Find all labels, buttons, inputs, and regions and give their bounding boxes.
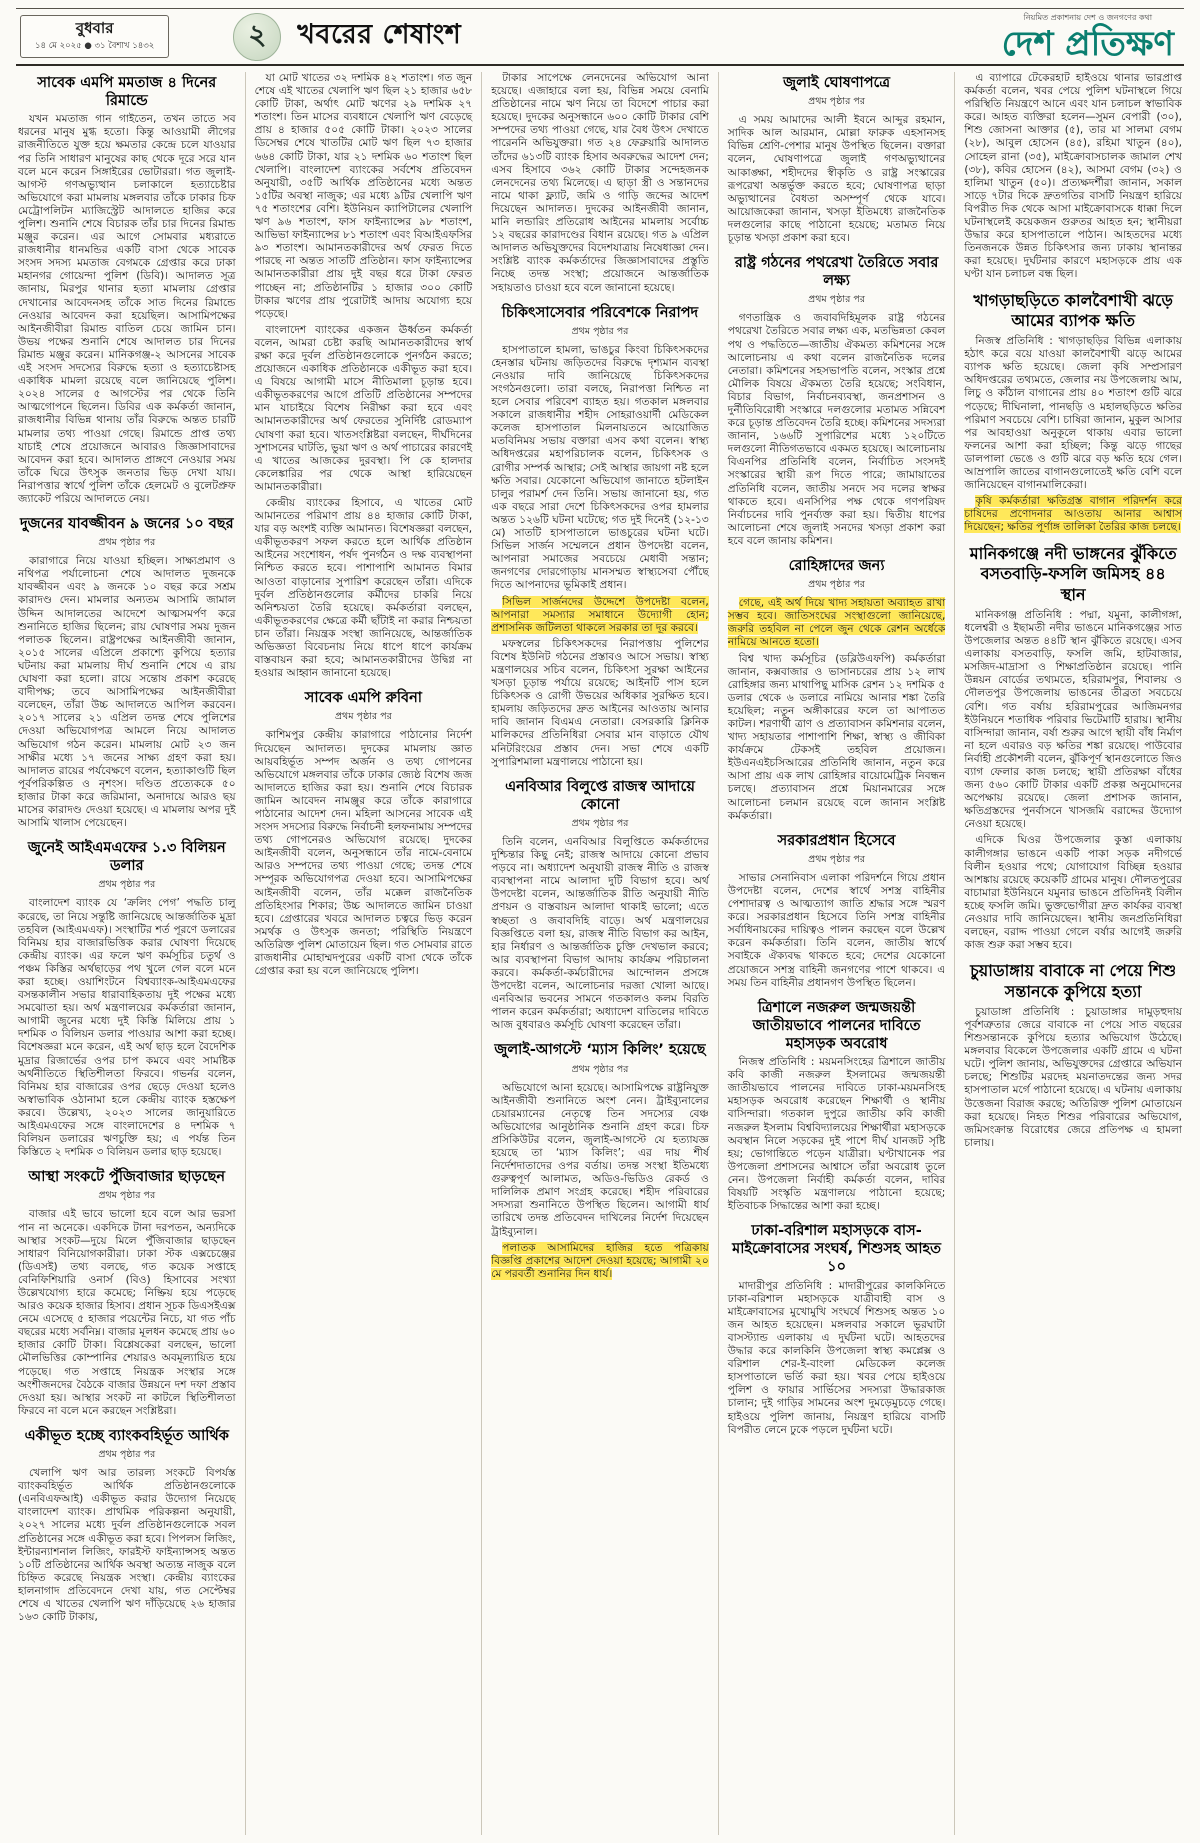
article-headline: চিকিৎসাসেবার পরিবেশকে নিরাপদ	[501, 304, 699, 321]
masthead	[1001, 12, 1180, 64]
continued-from-note: প্রথম পৃষ্ঠার পর	[98, 537, 156, 549]
news-column	[246, 72, 483, 1835]
body-paragraph: যখন মমতাজ গান গাইতেন, তখন তাতে সব ধরনের মানুষ মুগ্ধ হতো। কিন্তু আওয়ামী লীগের রাজনীতিতে যুক্ত হয়ে ক্ষমতার কেন্দ্রে চলে যাওয়ার পর তিনি সাধারণ মানুষের কাছ থেকে দূরে সরে যান বলে মনে করেন সিঙ্গাইরের ভোটাররা। গত জুলাই-আগস্ট গণঅভ্যুত্থান চলাকালে হত্যাচেষ্টার অভিযোগে করা মামলায় মঙ্গলবার তাঁকে ঢাকার চিফ মেট্রোপলিটন ম্যাজিস্ট্রেট আদালতে হাজির করে পুলিশ। শুনানি শেষে বিচারক তাঁর চার দিনের রিমান্ড মঞ্জুর করেন। এর আগে সোমবার মধ্যরাতে রাজধানীর ধানমন্ডির একটি বাসা থেকে সাবেক সংসদ সদস্য মমতাজ বেগমকে গ্রেপ্তার করে ঢাকা মহানগর গোয়েন্দা পুলিশ (ডিবি)। আদালত সূত্র জানায়, মিরপুর থানার হত্যা মামলায় গ্রেপ্তার দেখানোর আবেদনসহ তাঁকে সাত দিনের রিমান্ডে নেওয়ার আবেদন করা হয়েছিল। আসামিপক্ষের আইনজীবীরা রিমান্ড বাতিল চেয়ে জামিন চান। উভয় পক্ষের শুনানি শেষে আদালত চার দিনের রিমান্ড মঞ্জুর করেন। মানিকগঞ্জ-২ আসনের সাবেক এই সংসদ সদস্যের বিরুদ্ধে হত্যা ও হত্যাচেষ্টাসহ একাধিক মামলা রয়েছে বলে জানিয়েছে পুলিশ। ২০২৪ সালের ৫ আগস্টের পর থেকে তিনি আত্মগোপনে ছিলেন। ডিবির এক কর্মকর্তা জানান, রাজধানীর বিভিন্ন থানায় তাঁর বিরুদ্ধে অন্তত চারটি মামলার তথ্য পাওয়া গেছে। রিমান্ডে প্রাপ্ত তথ্য যাচাই শেষে প্রয়োজনে আবারও জিজ্ঞাসাবাদের আবেদন করা হবে। আদালত প্রাঙ্গণে নেওয়ার সময় তাঁকে ঘিরে উৎসুক জনতার ভিড় দেখা যায়। নিরাপত্তার স্বার্থে পুলিশ তাঁকে হেলমেট ও বুলেটপ্রুফ জ্যাকেট পরিয়ে আদালতে নেয়।	[18, 113, 236, 505]
page-number-badge	[233, 13, 281, 61]
continued-from-note: প্রথম পৃষ্ঠার পর	[571, 817, 629, 829]
body-paragraph: কারাগারে নিয়ে যাওয়া হচ্ছিল। সাক্ষ্যপ্রমাণ ও নথিপত্র পর্যালোচনা শেষে আদালত দুজনকে যাবজ্জীবন এবং ৯ জনকে ১০ বছর করে সশ্রম কারাদণ্ড দেন। মামলার অন্যতম আসামি জামাল উদ্দিন আদালতের আদেশে আত্মসমর্পণ করে শুনানিতে হাজির ছিলেন; রায় ঘোষণার সময় দুজন পলাতক ছিলেন। রাষ্ট্রপক্ষের আইনজীবী জানান, ২০১৫ সালের এপ্রিলে প্রকাশ্যে কুপিয়ে হত্যার ঘটনায় করা মামলায় দীর্ঘ শুনানি শেষে এ রায় ঘোষণা করা হলো। রায়ে সন্তোষ প্রকাশ করেছে বাদীপক্ষ; তবে আসামিপক্ষের আইনজীবীরা বলেছেন, তাঁরা উচ্চ আদালতে আপিল করবেন। ২০১৭ সালের ২১ এপ্রিল তদন্ত শেষে পুলিশের দেওয়া অভিযোগপত্র আমলে নিয়ে আদালত অভিযোগ গঠন করেন। মামলায় মোট ২৩ জন সাক্ষীর মধ্যে ১৭ জনের সাক্ষ্য গ্রহণ করা হয়। আদালত রায়ের পর্যবেক্ষণে বলেন, হত্যাকাণ্ডটি ছিল পূর্বপরিকল্পিত ও নৃশংস। দণ্ডিত প্রত্যেককে ৫০ হাজার টাকা করে জরিমানা, অনাদায়ে আরও ছয় মাসের কারাদণ্ড দেওয়া হয়েছে। এ মামলায় অপর দুই আসামি খালাস পেয়েছেন।	[18, 555, 236, 830]
news-column	[719, 72, 956, 1835]
body-paragraph: তিনি বলেন, এনবিআর বিলুপ্তিতে কর্মকর্তাদের দুশ্চিন্তার কিছু নেই; রাজস্ব আদায়ে কোনো প্রভাব পড়বে না। অধ্যাদেশ অনুযায়ী রাজস্ব নীতি ও রাজস্ব ব্যবস্থাপনা নামে আলাদা দুটি বিভাগ হবে। অর্থ উপদেষ্টা বলেন, আন্তর্জাতিক রীতি অনুযায়ী নীতি প্রণয়ন ও বাস্তবায়ন আলাদা থাকাই ভালো; এতে স্বচ্ছতা ও জবাবদিহি বাড়ে। অর্থ মন্ত্রণালয়ের বিজ্ঞপ্তিতে বলা হয়, রাজস্ব নীতি বিভাগ কর আইন, হার নির্ধারণ ও আন্তর্জাতিক চুক্তি দেখভাল করবে; আর ব্যবস্থাপনা বিভাগ আদায় কার্যক্রম পরিচালনা করবে। কর্মকর্তা-কর্মচারীদের আন্দোলন প্রসঙ্গে উপদেষ্টা বলেন, আলোচনার দরজা খোলা আছে। এনবিআর ভবনের সামনে গতকালও কলম বিরতি পালন করেন কর্মকর্তারা; অধ্যাদেশ বাতিলের দাবিতে আজ বুধবারও কর্মসূচি ঘোষণা করেছেন তাঁরা।	[491, 835, 709, 1032]
body-paragraph: অভিযোগে আনা হয়েছে। আসামিপক্ষে রাষ্ট্রনিযুক্ত আইনজীবী শুনানিতে অংশ নেন। ট্রাইব্যুনালের চেয়ারম্যানের নেতৃত্বে তিন সদস্যের বেঞ্চ অভিযোগের আনুষ্ঠানিক শুনানি গ্রহণ করে। চিফ প্রসিকিউটর বলেন, জুলাই-আগস্টে যে হত্যাযজ্ঞ হয়েছে তা ‘ম্যাস কিলিং’; এর দায় শীর্ষ নির্দেশদাতাদের ওপর বর্তায়। তদন্ত সংস্থা ইতিমধ্যে গুরুত্বপূর্ণ আলামত, অডিও-ভিডিও রেকর্ড ও দালিলিক প্রমাণ সংগ্রহ করেছে। শহীদ পরিবারের সদস্যরা শুনানিতে উপস্থিত ছিলেন। আগামী ধার্য তারিখে তদন্ত প্রতিবেদন দাখিলের নির্দেশ দিয়েছেন ট্রাইব্যুনাল।	[491, 1081, 709, 1238]
body-paragraph: সাভার সেনানিবাস এলাকা পরিদর্শনে গিয়ে প্রধান উপদেষ্টা বলেন, দেশের স্বার্থে সশস্ত্র বাহিনীর পেশাদারত্ব ও আত্মত্যাগ জাতি শ্রদ্ধার সঙ্গে স্মরণ করে। সরকারপ্রধান হিসেবে তিনি সশস্ত্র বাহিনীর সর্বাধিনায়কের দায়িত্বও পালন করছেন বলে উল্লেখ করেন কর্মকর্তারা। তিনি বলেন, জাতীয় স্বার্থে সবাইকে ঐক্যবদ্ধ থাকতে হবে; দেশের যেকোনো প্রয়োজনে সশস্ত্র বা‌হিনী জনগণের পাশে থাকবে। এ সময় তিন বাহিনীর প্রধানগণ উপস্থিত ছিলেন।	[727, 871, 946, 989]
article-headline: ত্রিশালে নজরুল জন্মজয়ন্তী জাতীয়ভাবে পালনের দাবিতে মহাসড়ক অবরোধ	[752, 999, 921, 1052]
masthead-tagline: নিয়মিত প্রকাশনায় দেশ ও জনগণের কথা	[1023, 13, 1153, 22]
article-headline: সাবেক এমপি রুবিনা	[304, 690, 422, 707]
body-paragraph: মাদারীপুর প্রতিনিধি : মাদারীপুরের কালকিনিতে ঢাকা-বরিশাল মহাসড়কে যাত্রীবাহী বাস ও মাইক্রোবাসের মুখোমুখি সংঘর্ষে শিশুসহ অন্তত ১০ জন আহত হয়েছেন। মঙ্গলবার সকালে ভূরঘাটা বাসস্ট্যান্ড এলাকায় এ দুর্ঘটনা ঘটে। আহতদের উদ্ধার করে কালকিনি উপজেলা স্বাস্থ্য কমপ্লেক্স ও বরিশাল শের-ই-বাংলা মেডিকেল কলেজ হাসপাতালে ভর্তি করা হয়। খবর পেয়ে হাইওয়ে পুলিশ ও ফায়ার সার্ভিসের সদস্যরা উদ্ধারকাজ চালান; দুই গাড়ির সামনের অংশ দুমড়েমুচড়ে গেছে। হাইওয়ে পুলিশ জানায়, নিয়ন্ত্রণ হারিয়ে বাসটি বিপরীত লেনে ঢুকে পড়লে দুর্ঘটনা ঘটে।	[727, 1279, 946, 1436]
body-paragraph: বাংলাদেশ ব্যাংকের একজন ঊর্ধ্বতন কর্মকর্তা বলেন, আমরা চেষ্টা করছি আমানতকারীদের স্বার্থ রক্ষা করে দুর্বল প্রতিষ্ঠানগুলোকে পুনর্গঠন করতে; প্রয়োজনে একাধিক প্রতিষ্ঠানকে একীভূত করা হবে। এ বিষয়ে আগামী মাসে নীতিমালা চূড়ান্ত হবে। একীভূতকরণের আগে প্রতিটি প্রতিষ্ঠানের সম্পদের মান যাচাইয়ে বিশেষ নিরীক্ষা করা হবে এবং আমানতকারীদের অর্থ ফেরতের সুনির্দিষ্ট রোডম্যাপ ঘোষণা করা হবে। খাতসংশ্লিষ্টরা বলছেন, দীর্ঘদিনের সুশাসনের ঘাটতি, ভুয়া ঋণ ও অর্থ পাচারের কারণেই এ খাতের আজকের দুরবস্থা। পি কে হালদার কেলেঙ্কারির পর থেকে আস্থা হারিয়েছেন আমানতকারীরা।	[254, 323, 473, 493]
body-paragraph	[964, 495, 1182, 534]
page-header	[16, 8, 1184, 66]
highlighted-text: পলাতক আসামিদের হাজির হতে পত্রিকায় বিজ্ঞপ্তি প্রকাশের আদেশ দেওয়া হয়েছে; আগামী ২০ মে পরবর্তী শুনানির দিন ধার্য।	[491, 1241, 709, 1280]
continued-from-note: প্রথম পৃষ্ঠার পর	[808, 853, 865, 865]
article-headline: মানিকগঞ্জে নদী ভাঙ্গনের ঝুঁকিতে বসতবাড়ি-ফসলি জমিসহ ৪৪ স্থান	[969, 543, 1177, 605]
news-column	[955, 72, 1184, 1835]
body-paragraph: কেন্দ্রীয় ব্যাংকের হিসাবে, এ খাতের মোট আমানতের পরিমাণ প্রায় ৪৪ হাজার কোটি টাকা, যার বড় অংশই ব্যক্তি আমানত। বিশেষজ্ঞরা বলছেন, একীভূতকরণ সফল করতে হলে আর্থিক প্রতিষ্ঠান আইনের সংশোধন, পর্ষদ পুনর্গঠন ও দক্ষ ব্যবস্থাপনা নিশ্চিত করতে হবে। পাশাপাশি আমানত বিমার আওতা বাড়ানোর সুপারিশ করেছেন তাঁরা। এদিকে দুর্বল প্রতিষ্ঠানগুলোর কর্মীদের চাকরি নিয়ে অনিশ্চয়তা তৈরি হয়েছে। কর্মকর্তারা বলছেন, একীভূতকরণের ক্ষেত্রে কর্মী ছাঁটাই না করার নিশ্চয়তা চান তাঁরা। নিয়ন্ত্রক সংস্থা জানিয়েছে, আন্তর্জাতিক অভিজ্ঞতা বিবেচনায় নিয়ে ধাপে ধাপে কার্যক্রম বাস্তবায়ন করা হবে; আমানতকারীদের উদ্বিগ্ন না হওয়ার আহ্বান জানানো হয়েছে।	[254, 497, 473, 680]
continued-from-note: প্রথম পৃষ্ঠার পর	[571, 1063, 629, 1075]
body-paragraph: টাকার সাপেক্ষে লেনদেনের অভিযোগ আনা হয়েছে। এজাহারে বলা হয়, বিভিন্ন সময়ে বেনামি প্রতিষ্ঠানের নামে ঋণ নিয়ে তা বিদেশে পাচার করা হয়েছে। দুদকের অনুসন্ধানে ৬০০ কোটি টাকার বেশি সম্পদের তথ্য পাওয়া গেছে, যার বৈধ উৎস দেখাতে পারেননি অভিযুক্তরা। গত ২৪ ফেব্রুয়ারি আদালত তাঁদের ৬১৩টি ব্যাংক হিসাব অবরুদ্ধের আদেশ দেন; এসব হিসাবে ৩৬২ কোটি টাকার সন্দেহজনক লেনদেনের তথ্য মিলেছে। এ ছাড়া স্ত্রী ও সন্তানদের নামে থাকা ফ্ল্যাট, জমি ও গাড়ি জব্দের আদেশ দিয়েছেন আদালত। দুদকের আইনজীবী জানান, মানি লন্ডারিং প্রতিরোধ আইনের মামলায় সর্বোচ্চ ১২ বছরের কারাদণ্ডের বিধান রয়েছে। গত ৯ এপ্রিল আদালত অভিযুক্তদের বিদেশযাত্রায় নিষেধাজ্ঞা দেন। সংশ্লিষ্ট ব্যাংক কর্মকর্তাদের জিজ্ঞাসাবাদের প্রস্তুতি নিচ্ছে তদন্ত সংস্থা; প্রয়োজনে আন্তর্জাতিক সহায়তাও চাওয়া হবে বলে জানানো হয়েছে।	[491, 72, 709, 294]
continued-from-note: প্রথম পৃষ্ঠার পর	[808, 96, 865, 108]
section-title: খবরের শেষাংশ	[297, 19, 462, 50]
article-headline: জুলাই ঘোষণাপত্রে	[783, 75, 891, 91]
article-headline: রোহিঙ্গাদের জন্য	[788, 558, 885, 574]
body-paragraph: নিজস্ব প্রতিনিধি : ময়মনসিংহের ত্রিশালে জাতীয় কবি কাজী নজরুল ইসলামের জন্মজয়ন্তী জাতীয়ভাবে পালনের দাবিতে ঢাকা-ময়মনসিংহ মহাসড়ক অবরোধ করেছেন শিক্ষার্থী ও স্থানীয় বাসিন্দারা। গতকাল দুপুরে জাতীয় কবি কাজী নজরুল ইসলাম বিশ্ববিদ্যালয়ের শিক্ষার্থীরা মহাসড়কে অবস্থান নিলে সড়কের দুই পাশে দীর্ঘ যানজট সৃষ্টি হয়; ভোগান্তিতে পড়েন যাত্রীরা। ঘণ্টাখানেক পর উপজেলা প্রশাসনের আশ্বাসে তাঁরা অবরোধ তুলে নেন। উপজেলা নির্বাহী কর্মকর্তা বলেন, দাবির বিষয়টি সংস্কৃতি মন্ত্রণালয়ে পাঠানো হয়েছে; ইতিবাচক সিদ্ধান্তের আশা করা হচ্ছে।	[727, 1056, 946, 1213]
date-box	[20, 15, 169, 58]
body-paragraph	[728, 597, 946, 649]
continued-from-note: প্রথম পৃষ্ঠার পর	[808, 579, 865, 591]
weekday-label: বুধবার	[75, 19, 114, 38]
body-paragraph: কাশিমপুর কেন্দ্রীয় কারাগারে পাঠানোর নির্দেশ দিয়েছেন আদালত। দুদকের মামলায় জ্ঞাত আয়বহির্ভূত সম্পদ অর্জন ও তথ্য গোপনের অভিযোগে মঙ্গলবার তাঁকে ঢাকার জ্যেষ্ঠ বিশেষ জজ আদালতে হাজির করা হয়। শুনানি শেষে বিচারক জামিন আবেদন নামঞ্জুর করে তাঁকে কারাগারে পাঠানোর আদেশ দেন। মহিলা আসনের সাবেক এই সংসদ সদস্যের বিরুদ্ধে নির্বাচনী হলফনামায় সম্পদের তথ্য গোপনেরও অভিযোগ রয়েছে। দুদকের আইনজীবী বলেন, অনুসন্ধানে তাঁর নামে-বেনামে আরও সম্পদের তথ্য পাওয়া গেছে; তদন্ত শেষে সম্পূরক অভিযোগপত্র দেওয়া হবে। আসামিপক্ষের আইনজীবী বলেন, তাঁর মক্কেল রাজনৈতিক প্রতিহিংসার শিকার; উচ্চ আদালতে জামিন চাওয়া হবে। গ্রেপ্তারের খবরে আদালত চত্বরে ভিড় করেন সমর্থক ও উৎসুক জনতা; পরিস্থিতি নিয়ন্ত্রণে অতিরিক্ত পুলিশ মোতায়েন ছিল। গত সোমবার রাতে রাজধানীর মোহাম্মদপুরের একটি বাসা থেকে তাঁকে গ্রেপ্তার করা হয় বলে জানিয়েছে পুলিশ।	[254, 729, 473, 978]
article-headline: দুজনের যাবজ্জীবন ৯ জনের ১০ বছর	[20, 516, 234, 533]
body-paragraph: এ সময় আমাদের আলী ইবনে আব্দুর রহমান, সাদিক আল আরমান, মোল্লা ফারুক এহসানসহ বিভিন্ন শ্রেণি-পেশার মানুষ উপস্থিত ছিলেন। বক্তারা বলেন, ঘোষণাপত্রে জুলাই গণঅভ্যুত্থানের আকাঙ্ক্ষা, শহীদদের স্বীকৃতি ও রাষ্ট্র সংস্কারের রূপরেখা অন্তর্ভুক্ত করতে হবে; ঘোষণাপত্র ছাড়া অভ্যুত্থানের বৈধতা অসম্পূর্ণ থেকে যাবে। আয়োজকেরা জানান, খসড়া ইতিমধ্যে রাজনৈতিক দলগুলোর কাছে পাঠানো হয়েছে; মতামত নিয়ে চূড়ান্ত খসড়া প্রকাশ করা হবে।	[727, 114, 946, 244]
body-paragraph: এদিকে ঘিওর উপজেলার কুস্তা এলাকায় কালীগঙ্গার ভাঙনে একটি পাকা সড়ক নদীগর্ভে বিলীন হওয়ার পথে; যোগাযোগ বিচ্ছিন্ন হওয়ার আশঙ্কায় রয়েছে কয়েকটি গ্রামের মানুষ। দৌলতপুরের বাচামারা ইউনিয়নে যমুনার ভাঙনে প্রতিদিনই বিলীন হচ্ছে ফসলি জমি। ভুক্তভোগীরা দ্রুত কার্যকর ব্যবস্থা নেওয়ার দাবি জানিয়েছেন। স্থানীয় জনপ্রতিনিধিরা বলছেন, বরাদ্দ পাওয়া গেলে বর্ষার আগেই জরুরি কাজ শুরু করা সম্ভব হবে।	[964, 834, 1182, 952]
continued-from-note: প্রথম পৃষ্ঠার পর	[98, 1190, 156, 1202]
body-paragraph: হাসপাতালে হামলা, ভাঙচুর কিংবা চিকিৎসকদের হেনস্তার ঘটনায় জড়িতদের বিরুদ্ধে দৃশ্যমান ব্যবস্থা নেওয়ার দাবি জানিয়েছে চিকিৎসকদের সংগঠনগুলো। তারা বলছে, নিরাপত্তা নিশ্চিত না হলে সেবার পরিবেশ ব্যাহত হয়। গতকাল মঙ্গলবার সকালে রাজধানীর শহীদ সোহরাওয়ার্দী মেডিকেল কলেজ হাসপাতাল মিলনায়তনে আয়োজিত মতবিনিময় সভায় বক্তারা এসব কথা বলেন। স্বাস্থ্য অধিদপ্তরের মহাপরিচালক বলেন, চিকিৎসক ও রোগীর সম্পর্ক আস্থার; সেই আস্থার জায়গা নষ্ট হলে ক্ষতি সবার। যেকোনো অভিযোগ জানাতে হটলাইন চালুর পরামর্শ দেন তিনি। সভায় জানানো হয়, গত এক বছরে সারা দেশে চিকিৎসকদের ওপর হামলার অন্তত ১২৬টি ঘটনা ঘটেছে; গত দুই দিনেই (১২-১৩ মে) সাতটি হাসপাতালে ভাঙচুরের ঘটনা ঘটে। সিভিল সার্জন সম্মেলনে প্রধান উপদেষ্টা বলেন, আপনারা সমাজের সবচেয়ে মেধাবী সন্তান; জনগণের দোরগোড়ায় মানসম্মত স্বাস্থ্যসেবা পৌঁছে দিতে আপনাদের ভূমিকাই প্রধান।	[491, 343, 709, 592]
highlighted-text: কৃষি কর্মকর্তারা ক্ষতিগ্রস্ত বাগান পরিদর্শন করে চাষিদের প্রণোদনার আওতায় আনার আশ্বাস দিয়েছেন; ক্ষতির পূর্ণাঙ্গ তালিকা তৈরির কাজ চলছে।	[964, 495, 1182, 534]
body-paragraph: চুয়াডাঙ্গা প্রতিনিধি : চুয়াডাঙ্গার দামুড়হুদায় পূর্বশত্রুতার জেরে বাবাকে না পেয়ে সাত বছরের শিশুসন্তানকে কুপিয়ে হত্যার অভিযোগ উঠেছে। মঙ্গলবার বিকেলে উপজেলার একটি গ্রামে এ ঘটনা ঘটে। পুলিশ জানায়, অভিযুক্তদের গ্রেপ্তারে অভিযান চলছে; শিশুটির মরদেহ ময়নাতদন্তের জন্য সদর হাসপাতাল মর্গে পাঠানো হয়েছে। এ ঘটনায় এলাকায় উত্তেজনা বিরাজ করছে; অতিরিক্ত পুলিশ মোতায়েন করা হয়েছে। নিহত শিশুর পরিবারের অভিযোগ, জমিসংক্রান্ত বিরোধের জেরে প্রতিপক্ষ এ হামলা চালায়।	[964, 1005, 1182, 1149]
date-line: ১৪ মে ২০২৫ ● ৩১ বৈশাখ ১৪৩২	[35, 40, 155, 51]
body-paragraph: মানিকগঞ্জ প্রতিনিধি : পদ্মা, যমুনা, কালীগঙ্গা, ধলেশ্বরী ও ইছামতী নদীর ভাঙনে মানিকগঞ্জের সাত উপজেলার অন্তত ৪৪টি স্থান ঝুঁকিতে রয়েছে। এসব এলাকায় বসতবাড়ি, ফসলি জমি, হাটবাজার, মসজিদ-মাদ্রাসা ও শিক্ষাপ্রতিষ্ঠান রয়েছে। পানি উন্নয়ন বোর্ডের তথ্যমতে, হরিরামপুর, শিবালয় ও দৌলতপুর উপজেলায় ভাঙনের তীব্রতা সবচেয়ে বেশি। গত বর্ষায় হরিরামপুরের আজিমনগর ইউনিয়নে শতাধিক পরিবার ভিটেমাটি হারায়। স্থানীয় বাসিন্দারা জানান, বর্ষা শুরুর আগে স্থায়ী বাঁধ নির্মাণ না হলে এবারও বড় ক্ষতির শঙ্কা রয়েছে। পাউবোর নির্বাহী প্রকৌশলী বলেন, ঝুঁকিপূর্ণ স্থানগুলোতে জিও ব্যাগ ফেলার কাজ চলছে; স্থায়ী প্রতিরক্ষা বাঁধের জন্য ৫৬০ কোটি টাকার একটি প্রকল্প অনুমোদনের অপেক্ষায় রয়েছে। জেলা প্রশাসক জানান, ক্ষতিগ্রস্তদের পুনর্বাসনে খাসজমি বরাদ্দের উদ্যোগ নেওয়া হয়েছে।	[964, 608, 1182, 831]
article-headline: রাষ্ট্র গঠনের পথরেখা তৈরিতে সবার লক্ষ্য	[734, 255, 939, 290]
article-headline: এনবিআর বিলুপ্তে রাজস্ব আদায়ে কোনো	[505, 778, 695, 813]
highlighted-text: গেছে, এই অর্থ দিয়ে খাদ্য সহায়তা অব্যাহত রাখা সম্ভব হবে। জাতিসংঘের সংস্থাগুলো জানিয়েছে, জরুরি তহবিল না পেলে জুন থেকে রেশন অর্ধেকে নামিয়ে আনতে হতো।	[727, 597, 946, 649]
continued-from-note: প্রথম পৃষ্ঠার পর	[571, 325, 629, 337]
body-paragraph	[491, 596, 709, 635]
columns	[16, 72, 1184, 1835]
page-number: ২	[248, 18, 267, 51]
article-headline: সাবেক এমপি মমতাজ ৪ দিনের রিমান্ডে	[37, 75, 217, 110]
body-paragraph: নিজস্ব প্রতিনিধি : খাগড়াছড়ির বিভিন্ন এলাকায় হঠাৎ করে বয়ে যাওয়া কালবৈশাখী ঝড়ে আমের ব্যাপক ক্ষতি হয়েছে। জেলা কৃষি সম্প্রসারণ অধিদপ্তরের তথ্যমতে, জেলার নয় উপজেলায় আম, লিচু ও কাঁঠাল বাগানের প্রায় ৪০ শতাংশ গুটি ঝরে পড়েছে; দীঘিনালা, পানছড়ি ও মহালছড়িতে ক্ষতির পরিমাণ সবচেয়ে বেশি। চাষিরা জানান, মুকুল আসার পর আবহাওয়া অনুকূলে থাকায় এবার ভালো ফলনের আশা করা হচ্ছিল; কিন্তু ঝড়ে গাছের ডালপালা ভেঙে ও গুটি ঝরে বড় ক্ষতি হয়ে গেল। আম্রপালি জাতের বাগানগুলোতেই ক্ষতি বেশি বলে জানিয়েছেন বাগানমালিকেরা।	[964, 335, 1182, 492]
body-paragraph	[491, 1242, 709, 1281]
article-headline: একীভূত হচ্ছে ব্যাংকবহির্ভূত আর্থিক	[24, 1427, 229, 1444]
continued-from-note: প্রথম পৃষ্ঠার পর	[98, 1449, 156, 1461]
body-paragraph: খেলাপি ঋণ আর তারল্য সংকটে বিপর্যস্ত ব্যাংকবহির্ভূত আর্থিক প্রতিষ্ঠানগুলোকে (এনবিএফআই) একীভূত করার উদ্যোগ নিয়েছে বাংলাদেশ ব্যাংক। প্রাথমিক পরিকল্পনা অনুযায়ী, ২০২৭ সালের মধ্যে দুর্বল প্রতিষ্ঠানগুলোকে সবল প্রতিষ্ঠানের সঙ্গে একীভূত করা হবে। পিপলস লিজিং, ইন্টারন্যাশনাল লিজিং, ফারইস্ট ফাইন্যান্সসহ অন্তত ১০টি প্রতিষ্ঠানের আর্থিক অবস্থা অত্যন্ত নাজুক বলে চিহ্নিত করেছে নিয়ন্ত্রক সংস্থা। কেন্দ্রীয় ব্যাংকের হালনাগাদ প্রতিবেদনে দেখা যায়, গত সেপ্টেম্বর শেষে এ খাতের খেলাপি ঋণ দাঁড়িয়েছে ২৬ হাজার ১৬৩ কোটি টাকায়,	[18, 1467, 236, 1624]
body-paragraph: বাজার এই ভাবে ভালো হবে বলে আর ভরসা পান না অনেকে। একদিকে টানা দরপতন, অন্যদিকে আস্থার সংকট—দুয়ে মিলে পুঁজিবাজার ছাড়ছেন সাধারণ বিনিয়োগকারীরা। ঢাকা স্টক এক্সচেঞ্জের (ডিএসই) তথ্য বলছে, গত কয়েক সপ্তাহে বেনিফিশিয়ারি ওনার্স (বিও) হিসাবের সংখ্যা উল্লেখযোগ্য হারে কমেছে; নিষ্ক্রিয় হয়ে পড়েছে আরও কয়েক হাজার হিসাব। প্রধান সূচক ডিএসইএক্স নেমে এসেছে ৫ হাজার পয়েন্টের নিচে, যা গত পাঁচ বছরের মধ্যে সর্বনিম্ন। বাজার মূলধন কমেছে প্রায় ৬০ হাজার কোটি টাকা। বিশ্লেষকেরা বলছেন, ভালো মৌলভিত্তির কোম্পানির শেয়ারও অবমূল্যায়িত হয়ে পড়েছে। গত সপ্তাহে নিয়ন্ত্রক সংস্থার সঙ্গে অংশীজনদের বৈঠকে বাজার উন্নয়নে দশ দফা প্রস্তাব দেওয়া হয়। আস্থার সংকট না কাটলে স্থিতিশীলতা ফিরবে না বলে মনে করছেন সংশ্লিষ্টরা।	[18, 1208, 236, 1417]
body-paragraph: বাংলাদেশ ব্যাংক যে ‘ক্রলিং পেগ’ পদ্ধতি চালু করেছে, তা নিয়ে সন্তুষ্টি জানিয়েছে আন্তর্জাতিক মুদ্রা তহবিল (আইএমএফ)। সংস্থাটির শর্ত পূরণে ডলারের বিনিময় হার বাজারভিত্তিক করার ঘোষণা দিয়েছে কেন্দ্রীয় ব্যাংক। এর ফলে ঋণ কর্মসূচির চতুর্থ ও পঞ্চম কিস্তির অর্থছাড়ের পথ খুলে গেল বলে মনে করা হচ্ছে। ওয়াশিংটনে বিশ্বব্যাংক-আইএমএফের বসন্তকালীন সভার ধারাবাহিকতায় দুই পক্ষের মধ্যে সমঝোতা হয়। অর্থ মন্ত্রণালয়ের কর্মকর্তারা জানান, আগামী জুনের মধ্যে দুই কিস্তি মিলিয়ে প্রায় ১ দশমিক ৩ বিলিয়ন ডলার পাওয়ার আশা করা হচ্ছে। বিশেষজ্ঞরা মনে করেন, এই অর্থ ছাড় হলে বৈদেশিক মুদ্রার রিজার্ভের ওপর চাপ কমবে এবং সামষ্টিক অর্থনীতিতে স্থিতিশীলতা ফিরবে। গভর্নর বলেন, বিনিময় হার বাজারের ওপর ছেড়ে দেওয়া হলেও অস্বাভাবিক ওঠানামা হলে কেন্দ্রীয় ব্যাংক হস্তক্ষেপ করবে। উল্লেখ্য, ২০২৩ সালের জানুয়ারিতে আইএমএফের সঙ্গে বাংলাদেশের ৪ দশমিক ৭ বিলিয়ন ডলারের ঋণচুক্তি হয়; এ পর্যন্ত তিন কিস্তিতে ২ দশমিক ৩ বিলিয়ন ডলার ছাড় হয়েছে।	[18, 897, 236, 1159]
continued-from-note: প্রথম পৃষ্ঠার পর	[98, 879, 156, 891]
body-paragraph: মফস্বলের চিকিৎসকদের নিরাপত্তায় পুলিশের বিশেষ ইউনিট গঠনের প্রস্তাবও আসে সভায়। স্বাস্থ্য মন্ত্রণালয়ের সচিব বলেন, চিকিৎসা সুরক্ষা আইনের খসড়া চূড়ান্ত পর্যায়ে রয়েছে; আইনটি পাস হলে চিকিৎসক ও রোগী উভয়ের অধিকার সুরক্ষিত হবে। হামলায় জড়িতদের দ্রুত আইনের আওতায় আনার দাবি জানান বিএমএ নেতারা। বেসরকারি ক্লিনিক মালিকদের প্রতিনিধিরা সেবার মান বাড়াতে যৌথ মনিটরিংয়ের প্রস্তাব দেন। সভা শেষে একটি সুপারিশমালা মন্ত্রণালয়ে পাঠানো হয়।	[491, 637, 709, 768]
body-paragraph: যা মোট খাতের ৩২ দশমিক ৪২ শতাংশ। গত জুন শেষে এই খাতের খেলাপি ঋণ ছিল ২১ হাজার ৬৫৮ কোটি টাকা, অর্থাৎ মোট ঋণের ২৯ দশমিক ২৭ শতাংশ। তিন মাসের ব্যবধানে খেলাপি ঋণ বেড়েছে প্রায় ৪ হাজার ৫০৫ কোটি টাকা। ২০২৩ সালের ডিসেম্বর শেষে খাতটির মোট ঋণ ছিল ৭৩ হাজার ৬৬৪ কোটি টাকা, যার ২১ দশমিক ৬০ শতাংশ ছিল খেলাপি। বাংলাদেশ ব্যাংকের সর্বশেষ প্রতিবেদন অনুযায়ী, ৩৫টি আর্থিক প্রতিষ্ঠানের মধ্যে অন্তত ১৫টির অবস্থা নাজুক; এর মধ্যে ৯টির খেলাপি ঋণ ৭৫ শতাংশের বেশি। ইউনিয়ন ক্যাপিটালের খেলাপি ঋণ ৯৬ শতাংশ, ফাস ফাইন্যান্সের ৯৮ শতাংশ, আভিভা ফাইন্যান্সের ৮১ শতাংশ এবং বিআইএফসির ৯৩ শতাংশ। আমানতকারীদের অর্থ ফেরত দিতে পারছে না অন্তত সাতটি প্রতিষ্ঠান। ফাস ফাইন্যান্সের আমানতকারীরা প্রায় দুই বছর ধরে টাকা ফেরত পাচ্ছেন না; প্রতিষ্ঠানটির ১ হাজার ৩০০ কোটি টাকার ঋণের প্রায় পুরোটাই আদায় অযোগ্য হয়ে পড়েছে।	[254, 72, 473, 320]
continued-from-note: প্রথম পৃষ্ঠার পর	[334, 711, 392, 723]
article-headline: আস্থা সংকটে পুঁজিবাজার ছাড়ছেন	[28, 1169, 226, 1186]
article-headline: জুলাই-আগস্টে ‘ম্যাস কিলিং’ হয়েছে	[494, 1042, 706, 1059]
body-paragraph: এ ব্যাপারে টেকেরহাট হাইওয়ে থানার ভারপ্রাপ্ত কর্মকর্তা বলেন, খবর পেয়ে পুলিশ ঘটনাস্থলে গিয়ে পরিস্থিতি নিয়ন্ত্রণে আনে এবং যান চলাচল স্বাভাবিক করে। আহত ব্যক্তিরা হলেন—সুমন বেপারী (৩০), শিশু জোসনা আক্তার (৫), তার মা সালমা বেগম (২৮), আবুল হোসেন (৪৫), রহিমা খাতুন (৪০), সোহেল রানা (৩৫), মাইক্রোবাসচালক জামাল শেখ (৩৮), কবির হোসেন (৪২), আসমা বেগম (৩২) ও হালিমা খাতুন (৫০)। প্রত্যক্ষদর্শীরা জানান, সকাল সাড়ে ৭টার দিকে দ্রুতগতির বাসটি নিয়ন্ত্রণ হারিয়ে বিপরীত দিক থেকে আসা মাইক্রোবাসকে ধাক্কা দিলে ঘটনাস্থলেই কয়েকজন গুরুতর আহত হন; স্থানীয়রা উদ্ধার করে হাসপাতালে পাঠান। আহতদের মধ্যে তিনজনকে উন্নত চিকিৎসার জন্য ঢাকায় স্থানান্তর করা হয়েছে। দুর্ঘটনার কারণে মহাসড়কে প্রায় এক ঘণ্টা যান চলাচল বন্ধ ছিল।	[964, 72, 1182, 281]
article-headline: জুনেই আইএমএফের ১.৩ বিলিয়ন ডলার	[27, 840, 226, 875]
body-paragraph: গণতান্ত্রিক ও জবাবদিহিমূলক রাষ্ট্র গঠনের পথরেখা তৈরিতে সবার লক্ষ্য এক, মতভিন্নতা কেবল পথ ও পদ্ধতিতে—জাতীয় ঐকমত্য কমিশনের সঙ্গে আলোচনায় এ কথা বলেন রাজনৈতিক দলের নেতারা। কমিশনের সহসভাপতি বলেন, সংস্কার প্রশ্নে মৌলিক বিষয়ে ঐকমত্য তৈরি হয়েছে; সংবিধান, বিচার বিভাগ, নির্বাচনব্যবস্থা, জনপ্রশাসন ও দুর্নীতিবিরোধী সংস্কারে দলগুলোর মতামত সন্নিবেশ করে চূড়ান্ত প্রতিবেদন তৈরি হচ্ছে। কমিশনের সদস্যরা জানান, ১৬৬টি সুপারিশের মধ্যে ১২০টিতে দলগুলো নীতিগতভাবে একমত হয়েছে। আলোচনায় বিএনপির প্রতিনিধি বলেন, নির্বাচিত সংসদই সংস্কারের স্থায়ী রূপ দিতে পারে; জামায়াতের প্রতিনিধি বলেন, জাতীয় সনদে সব দলের স্বাক্ষর থাকতে হবে। এনসিপির পক্ষ থেকে গণপরিষদ নির্বাচনের দাবি পুনর্ব্যক্ত করা হয়। দ্বিতীয় ধাপের আলোচনা শেষে জুলাই সনদের খসড়া প্রকাশ করা হবে বলে জানায় কমিশন।	[727, 312, 946, 547]
highlighted-text: সিভিল সার্জনদের উদ্দেশে উপদেষ্টা বলেন, আপনারা সমস্যার সমাধানে উদ্যোগী হোন; প্রশাসনিক জটিলতা থাকলে সরকার তা দূর করবে।	[491, 595, 709, 634]
article-headline: ঢাকা-বরিশাল মহাসড়কে বাস-মাইক্রোবাসের সংঘর্ষ, শিশুসহ আহত ১০	[732, 1223, 941, 1276]
article-headline: সরকারপ্রধান হিসেবে	[777, 832, 896, 849]
article-headline: চুয়াডাঙ্গায় বাবাকে না পেয়ে শিশু সন্তানকে কুপিয়ে হত্যা	[970, 961, 1177, 1002]
article-headline: খাগড়াছড়িতে কালবৈশাখী ঝড়ে আমের ব্যাপক ক্ষতি	[973, 290, 1173, 331]
body-paragraph: বিশ্ব খাদ্য কর্মসূচির (ডব্লিউএফপি) কর্মকর্তারা জানান, কক্সবাজার ও ভাসানচরের প্রায় ১২ লাখ রোহিঙ্গার জন্য মাথাপিছু মাসিক রেশন ১২ দশমিক ৫ ডলার থেকে ৬ ডলারে নামিয়ে আনার শঙ্কা তৈরি হয়েছিল; নতুন অঙ্গীকারের ফলে তা আপাতত কাটল। শরণার্থী ত্রাণ ও প্রত্যাবাসন কমিশনার বলেন, খাদ্য সহায়তার পাশাপাশি শিক্ষা, স্বাস্থ্য ও জীবিকা কার্যক্রমে টেকসই তহবিল প্রয়োজন। ইউএনএইচসিআরের প্রতিনিধি জানান, নতুন করে আসা প্রায় এক লাখ রোহিঙ্গার বায়োমেট্রিক নিবন্ধন চলছে। প্রত্যাবাসন প্রশ্নে মিয়ানমারের সঙ্গে আলোচনা চলমান রয়েছে বলে জানান সংশ্লিষ্ট কর্মকর্তারা।	[727, 652, 946, 822]
news-column	[482, 72, 719, 1835]
continued-from-note: প্রথম পৃষ্ঠার পর	[808, 294, 865, 306]
newspaper-logo: দেশ প্রতিক্ষণ	[1001, 24, 1174, 64]
news-column	[16, 72, 246, 1835]
